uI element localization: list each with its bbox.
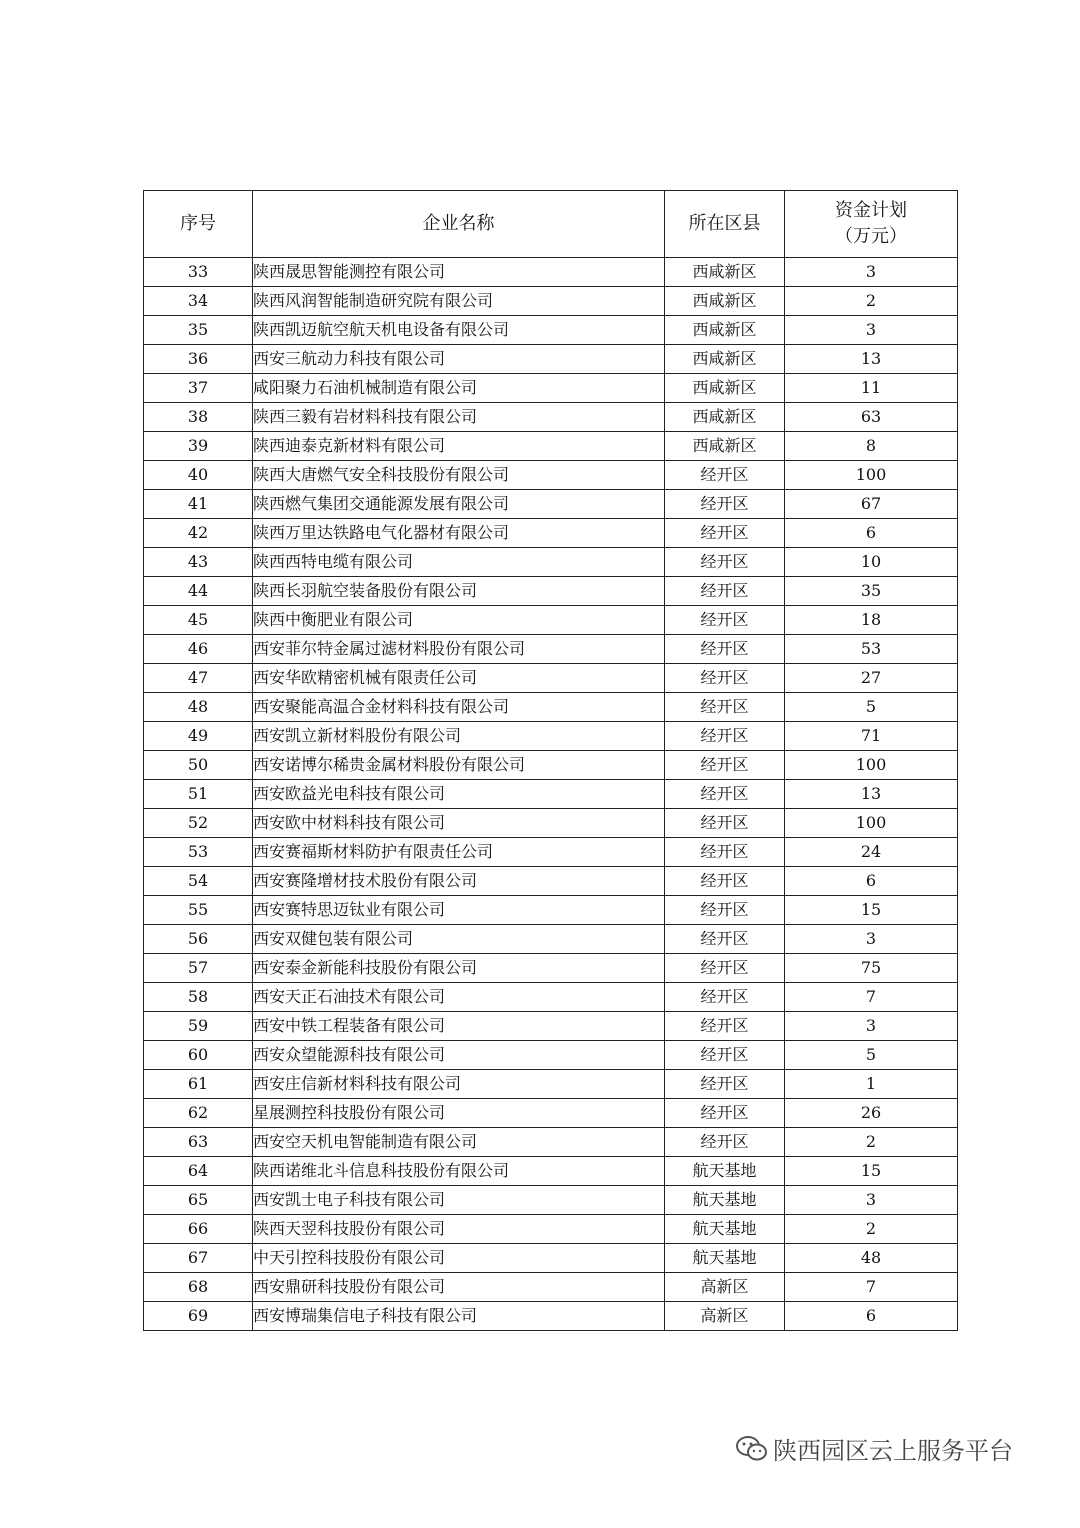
table-row [144, 1128, 958, 1157]
row-company-name: 西安赛隆增材技术股份有限公司 [253, 867, 665, 896]
row-serial-no: 63 [144, 1128, 253, 1157]
row-company-name: 西安泰金新能科技股份有限公司 [253, 954, 665, 983]
table-row [144, 983, 958, 1012]
row-fund-plan: 48 [785, 1244, 958, 1273]
row-district: 经开区 [665, 461, 785, 490]
row-serial-no: 66 [144, 1215, 253, 1244]
header-row [144, 191, 958, 258]
row-company-name: 西安华欧精密机械有限责任公司 [253, 664, 665, 693]
row-fund-plan: 63 [785, 403, 958, 432]
table-row [144, 693, 958, 722]
table-row [144, 519, 958, 548]
row-company-name: 西安聚能高温合金材料科技有限公司 [253, 693, 665, 722]
row-fund-plan: 15 [785, 1157, 958, 1186]
row-district: 经开区 [665, 954, 785, 983]
table-row [144, 751, 958, 780]
row-fund-plan: 100 [785, 809, 958, 838]
row-fund-plan: 1 [785, 1070, 958, 1099]
row-district: 经开区 [665, 548, 785, 577]
header-fund-plan-line1: 资金计划 [835, 200, 907, 221]
row-district: 西咸新区 [665, 403, 785, 432]
row-company-name: 西安菲尔特金属过滤材料股份有限公司 [253, 635, 665, 664]
row-company-name: 西安空天机电智能制造有限公司 [253, 1128, 665, 1157]
row-serial-no: 37 [144, 374, 253, 403]
row-fund-plan: 18 [785, 606, 958, 635]
platform-watermark [735, 1431, 1013, 1466]
row-company-name: 陕西长羽航空装备股份有限公司 [253, 577, 665, 606]
header-serial-no: 序号 [144, 191, 253, 258]
table-row [144, 1099, 958, 1128]
table-row [144, 664, 958, 693]
header-district: 所在区县 [665, 191, 785, 258]
row-serial-no: 54 [144, 867, 253, 896]
row-company-name: 西安中铁工程装备有限公司 [253, 1012, 665, 1041]
header-fund-plan [785, 191, 958, 258]
row-serial-no: 58 [144, 983, 253, 1012]
row-company-name: 陕西凯迈航空航天机电设备有限公司 [253, 316, 665, 345]
table-row [144, 432, 958, 461]
row-fund-plan: 26 [785, 1099, 958, 1128]
table-row [144, 1157, 958, 1186]
table-row [144, 1273, 958, 1302]
row-serial-no: 69 [144, 1302, 253, 1331]
row-district: 西咸新区 [665, 258, 785, 287]
row-fund-plan: 24 [785, 838, 958, 867]
row-company-name: 西安双健包装有限公司 [253, 925, 665, 954]
table-row [144, 258, 958, 287]
row-serial-no: 38 [144, 403, 253, 432]
row-serial-no: 65 [144, 1186, 253, 1215]
row-fund-plan: 27 [785, 664, 958, 693]
row-serial-no: 49 [144, 722, 253, 751]
row-company-name: 陕西风润智能制造研究院有限公司 [253, 287, 665, 316]
row-company-name: 陕西大唐燃气安全科技股份有限公司 [253, 461, 665, 490]
row-serial-no: 34 [144, 287, 253, 316]
row-serial-no: 55 [144, 896, 253, 925]
table-row [144, 722, 958, 751]
row-district: 经开区 [665, 1041, 785, 1070]
row-company-name: 西安凯士电子科技有限公司 [253, 1186, 665, 1215]
row-district: 航天基地 [665, 1186, 785, 1215]
row-district: 经开区 [665, 751, 785, 780]
table-row [144, 780, 958, 809]
row-district: 经开区 [665, 606, 785, 635]
row-district: 经开区 [665, 809, 785, 838]
row-district: 经开区 [665, 838, 785, 867]
row-district: 经开区 [665, 693, 785, 722]
row-district: 经开区 [665, 1012, 785, 1041]
row-serial-no: 50 [144, 751, 253, 780]
row-fund-plan: 7 [785, 1273, 958, 1302]
row-fund-plan: 8 [785, 432, 958, 461]
row-company-name: 西安诺博尔稀贵金属材料股份有限公司 [253, 751, 665, 780]
row-fund-plan: 75 [785, 954, 958, 983]
row-company-name: 西安众望能源科技有限公司 [253, 1041, 665, 1070]
table-row [144, 1215, 958, 1244]
row-serial-no: 41 [144, 490, 253, 519]
table-row [144, 577, 958, 606]
table-row [144, 925, 958, 954]
row-company-name: 星展测控科技股份有限公司 [253, 1099, 665, 1128]
row-company-name: 西安欧中材料科技有限公司 [253, 809, 665, 838]
row-fund-plan: 11 [785, 374, 958, 403]
row-company-name: 陕西晟思智能测控有限公司 [253, 258, 665, 287]
table-row [144, 316, 958, 345]
row-company-name: 西安博瑞集信电子科技有限公司 [253, 1302, 665, 1331]
row-company-name: 西安凯立新材料股份有限公司 [253, 722, 665, 751]
row-company-name: 西安欧益光电科技有限公司 [253, 780, 665, 809]
row-serial-no: 33 [144, 258, 253, 287]
table-row [144, 838, 958, 867]
table-row [144, 867, 958, 896]
row-district: 经开区 [665, 867, 785, 896]
row-company-name: 陕西万里达铁路电气化器材有限公司 [253, 519, 665, 548]
table-row [144, 374, 958, 403]
row-serial-no: 48 [144, 693, 253, 722]
row-fund-plan: 35 [785, 577, 958, 606]
row-district: 经开区 [665, 983, 785, 1012]
row-fund-plan: 7 [785, 983, 958, 1012]
row-fund-plan: 10 [785, 548, 958, 577]
row-company-name: 陕西西特电缆有限公司 [253, 548, 665, 577]
row-district: 经开区 [665, 896, 785, 925]
row-district: 经开区 [665, 1070, 785, 1099]
row-serial-no: 46 [144, 635, 253, 664]
row-district: 高新区 [665, 1302, 785, 1331]
row-company-name: 西安赛特思迈钛业有限公司 [253, 896, 665, 925]
row-fund-plan: 13 [785, 780, 958, 809]
row-fund-plan: 3 [785, 925, 958, 954]
row-serial-no: 36 [144, 345, 253, 374]
row-serial-no: 39 [144, 432, 253, 461]
row-company-name: 西安鼎研科技股份有限公司 [253, 1273, 665, 1302]
row-serial-no: 40 [144, 461, 253, 490]
row-serial-no: 43 [144, 548, 253, 577]
row-fund-plan: 71 [785, 722, 958, 751]
table-row [144, 403, 958, 432]
row-serial-no: 53 [144, 838, 253, 867]
table-row [144, 461, 958, 490]
row-serial-no: 45 [144, 606, 253, 635]
row-fund-plan: 2 [785, 1215, 958, 1244]
enterprise-fund-table [143, 190, 958, 1331]
table-header [144, 191, 958, 258]
table-row [144, 954, 958, 983]
row-district: 经开区 [665, 664, 785, 693]
row-fund-plan: 100 [785, 461, 958, 490]
row-company-name: 西安三航动力科技有限公司 [253, 345, 665, 374]
row-company-name: 咸阳聚力石油机械制造有限公司 [253, 374, 665, 403]
row-serial-no: 57 [144, 954, 253, 983]
table-row [144, 606, 958, 635]
row-serial-no: 62 [144, 1099, 253, 1128]
table-row [144, 548, 958, 577]
row-company-name: 陕西迪泰克新材料有限公司 [253, 432, 665, 461]
table-row [144, 1041, 958, 1070]
table-row [144, 1302, 958, 1331]
row-district: 经开区 [665, 490, 785, 519]
row-serial-no: 51 [144, 780, 253, 809]
row-company-name: 陕西中衡肥业有限公司 [253, 606, 665, 635]
row-company-name: 西安天正石油技术有限公司 [253, 983, 665, 1012]
row-district: 西咸新区 [665, 287, 785, 316]
table-row [144, 1186, 958, 1215]
row-fund-plan: 15 [785, 896, 958, 925]
row-serial-no: 56 [144, 925, 253, 954]
row-district: 西咸新区 [665, 316, 785, 345]
row-district: 经开区 [665, 925, 785, 954]
row-district: 经开区 [665, 635, 785, 664]
row-district: 西咸新区 [665, 432, 785, 461]
table-row [144, 1244, 958, 1273]
row-serial-no: 60 [144, 1041, 253, 1070]
row-company-name: 陕西三毅有岩材料科技有限公司 [253, 403, 665, 432]
row-district: 西咸新区 [665, 345, 785, 374]
row-fund-plan: 6 [785, 519, 958, 548]
row-serial-no: 59 [144, 1012, 253, 1041]
table-body [144, 258, 958, 1331]
row-company-name: 陕西燃气集团交通能源发展有限公司 [253, 490, 665, 519]
row-serial-no: 52 [144, 809, 253, 838]
row-company-name: 陕西诺维北斗信息科技股份有限公司 [253, 1157, 665, 1186]
table-row [144, 635, 958, 664]
table-row [144, 1070, 958, 1099]
row-district: 航天基地 [665, 1157, 785, 1186]
table-row [144, 1012, 958, 1041]
header-company-name: 企业名称 [253, 191, 665, 258]
row-fund-plan: 6 [785, 867, 958, 896]
row-fund-plan: 3 [785, 1012, 958, 1041]
row-serial-no: 47 [144, 664, 253, 693]
row-fund-plan: 3 [785, 1186, 958, 1215]
row-serial-no: 61 [144, 1070, 253, 1099]
row-company-name: 陕西天翌科技股份有限公司 [253, 1215, 665, 1244]
wechat-icon [735, 1435, 769, 1463]
row-district: 航天基地 [665, 1244, 785, 1273]
row-fund-plan: 2 [785, 287, 958, 316]
row-fund-plan: 5 [785, 1041, 958, 1070]
row-serial-no: 35 [144, 316, 253, 345]
row-company-name: 中天引控科技股份有限公司 [253, 1244, 665, 1273]
row-serial-no: 68 [144, 1273, 253, 1302]
table-row [144, 896, 958, 925]
row-fund-plan: 3 [785, 316, 958, 345]
row-fund-plan: 13 [785, 345, 958, 374]
row-district: 经开区 [665, 722, 785, 751]
row-district: 经开区 [665, 1099, 785, 1128]
row-serial-no: 64 [144, 1157, 253, 1186]
table-row [144, 287, 958, 316]
row-fund-plan: 100 [785, 751, 958, 780]
row-fund-plan: 53 [785, 635, 958, 664]
row-district: 高新区 [665, 1273, 785, 1302]
table-row [144, 345, 958, 374]
row-district: 经开区 [665, 577, 785, 606]
row-fund-plan: 2 [785, 1128, 958, 1157]
row-district: 经开区 [665, 780, 785, 809]
row-fund-plan: 67 [785, 490, 958, 519]
row-fund-plan: 3 [785, 258, 958, 287]
row-district: 经开区 [665, 1128, 785, 1157]
row-fund-plan: 5 [785, 693, 958, 722]
row-serial-no: 42 [144, 519, 253, 548]
row-serial-no: 67 [144, 1244, 253, 1273]
row-company-name: 西安庄信新材料科技有限公司 [253, 1070, 665, 1099]
row-district: 航天基地 [665, 1215, 785, 1244]
watermark-text: 陕西园区云上服务平台 [773, 1437, 1013, 1465]
row-district: 经开区 [665, 519, 785, 548]
row-serial-no: 44 [144, 577, 253, 606]
row-district: 西咸新区 [665, 374, 785, 403]
table-row [144, 809, 958, 838]
row-fund-plan: 6 [785, 1302, 958, 1331]
row-company-name: 西安赛福斯材料防护有限责任公司 [253, 838, 665, 867]
header-fund-plan-line2: （万元） [835, 226, 907, 247]
table-row [144, 490, 958, 519]
